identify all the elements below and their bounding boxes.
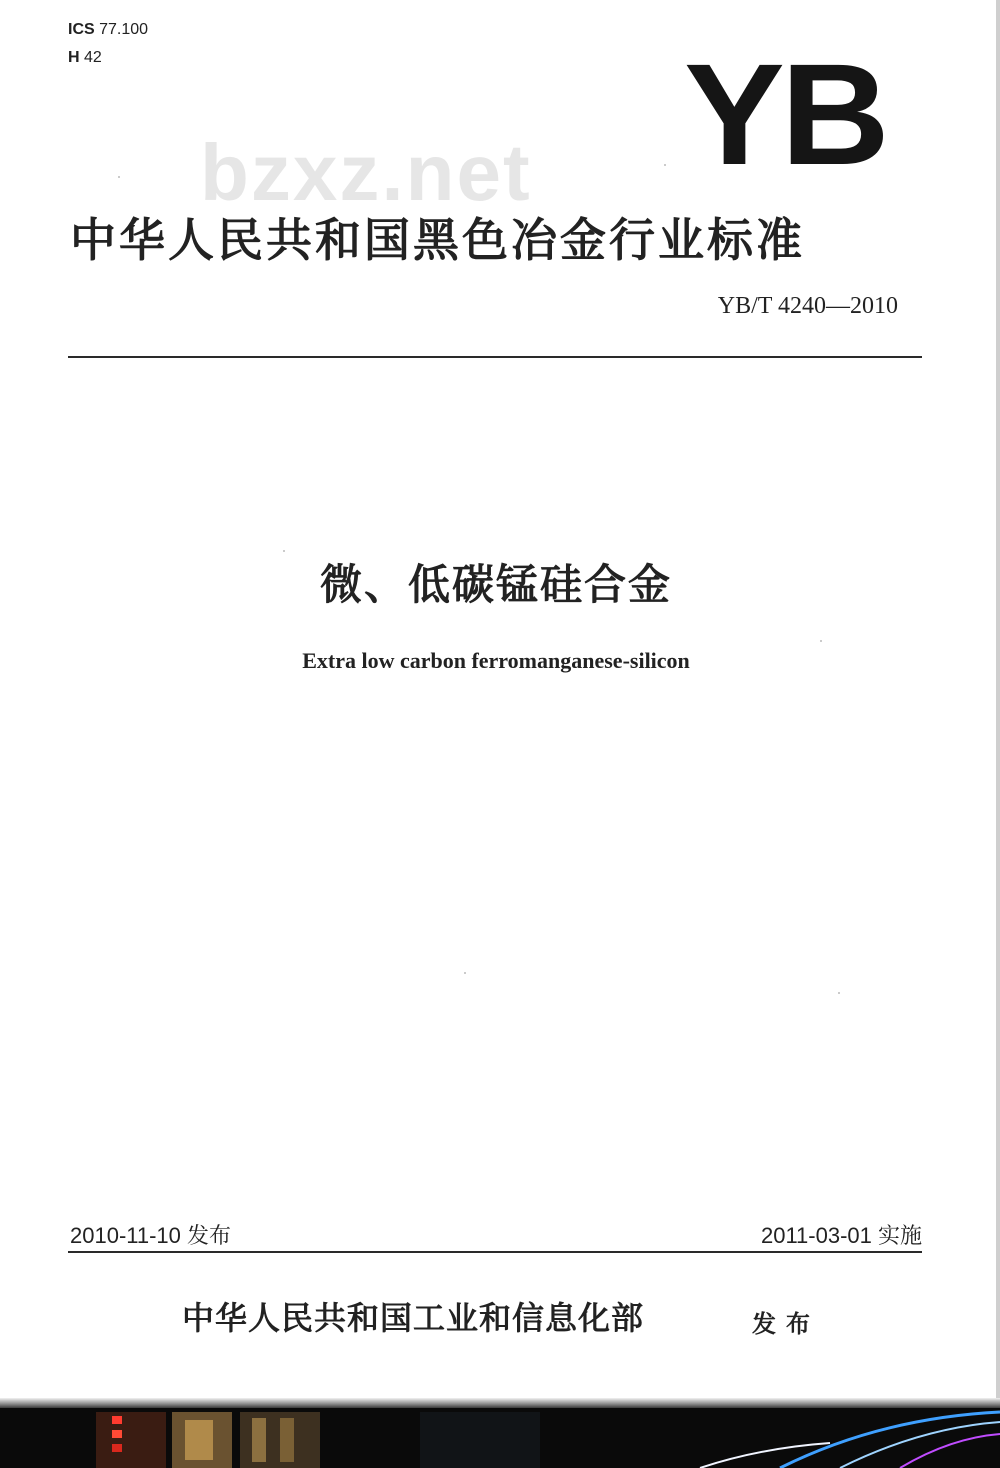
scan-speck bbox=[820, 640, 822, 642]
ccs-label: H bbox=[68, 49, 80, 66]
background-photo-strip bbox=[0, 1398, 1000, 1468]
issuing-authority: 中华人民共和国工业和信息化部 bbox=[182, 1299, 645, 1337]
effective-date: 2011-03-01 实施 bbox=[760, 1223, 922, 1248]
background-photo-image bbox=[0, 1398, 1000, 1468]
ics-line bbox=[68, 16, 148, 44]
page-edge-shadow bbox=[996, 0, 1000, 1400]
ics-label: ICS bbox=[68, 21, 95, 38]
classification-codes bbox=[68, 16, 148, 72]
site-watermark: bzxz.net bbox=[200, 128, 532, 217]
standard-number: YB/T 4240—2010 bbox=[717, 293, 898, 319]
header-divider bbox=[68, 356, 922, 358]
footer-divider bbox=[68, 1251, 922, 1253]
industry-standard-title: 中华人民共和国黑色冶金行业标准 bbox=[70, 213, 805, 267]
scan-speck bbox=[664, 164, 666, 166]
issue-date: 2010-11-10 发布 bbox=[70, 1223, 232, 1248]
scan-speck bbox=[464, 972, 466, 974]
ics-code: 77.100 bbox=[99, 21, 149, 38]
scan-speck bbox=[118, 176, 120, 178]
scan-speck bbox=[838, 992, 840, 994]
yb-logo: YB bbox=[684, 34, 886, 195]
ccs-code: 42 bbox=[84, 49, 102, 66]
document-title-chinese: 微、低碳锰硅合金 bbox=[319, 560, 672, 609]
ccs-line bbox=[68, 44, 148, 72]
document-title-english: Extra low carbon ferromanganese-silicon bbox=[302, 648, 690, 673]
scan-speck bbox=[283, 550, 285, 552]
publish-label: 发布 bbox=[752, 1310, 820, 1338]
